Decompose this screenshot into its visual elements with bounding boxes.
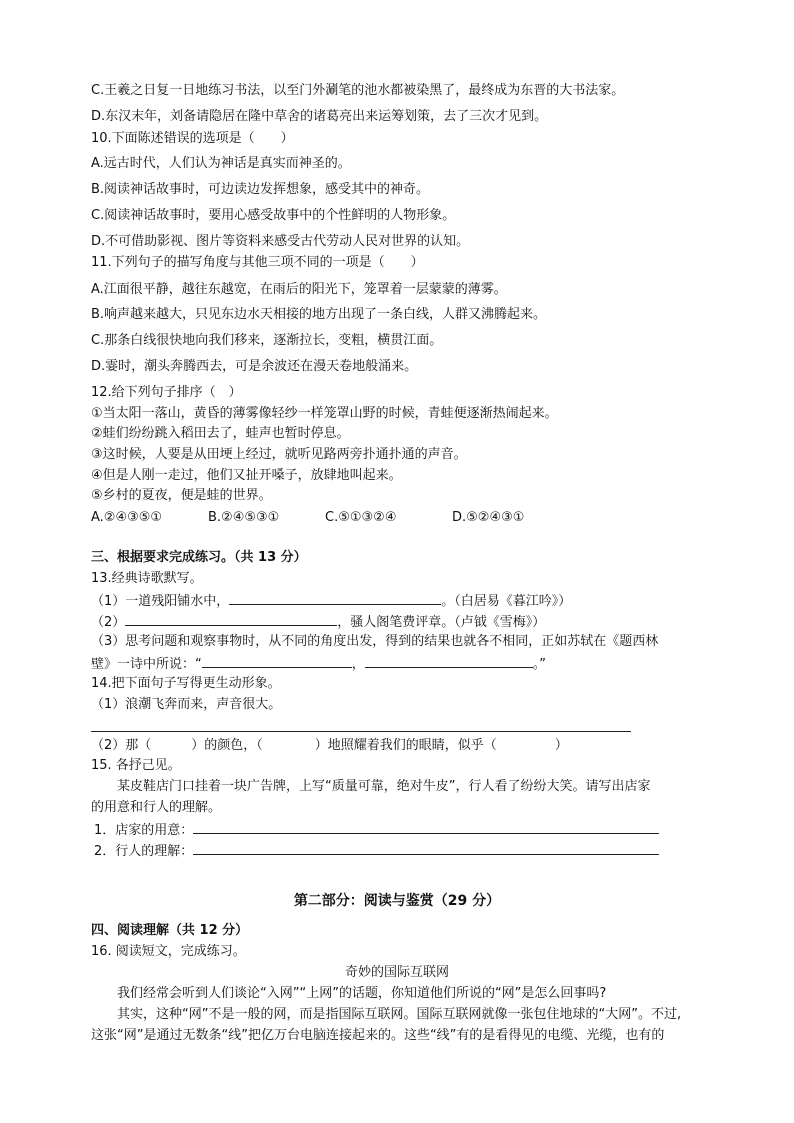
q15-1-answer-blank[interactable] <box>193 821 659 834</box>
q9-option-d: D.东汉末年，刘备请隐居在隆中草舍的诸葛亮出来运筹划策，去了三次才见到。 <box>91 109 548 124</box>
q13-1-answer-blank[interactable] <box>229 592 441 605</box>
q13-item-2: （2） ，骚人阁笔费评章。（卢钺《雪梅》） <box>91 615 546 630</box>
passage-para-2: 其实，这种“网”不是一般的网，而是指国际互联网。国际互联网就像一张包住地球的“大网”。不过, <box>117 1007 682 1022</box>
q12-sentence-5: ⑤乡村的夏夜，便是蛙的世界。 <box>91 488 272 503</box>
q11-stem: 11.下列句子的描写角度与其他三项不同的一项是（ ） <box>91 255 424 270</box>
q12-option-a[interactable]: A.②④③⑤① <box>91 510 163 525</box>
q13-item-3: （3）思考问题和观察事物时，从不同的角度出发，得到的结果也就各不相同，正如苏轼在《题西林 <box>91 634 659 649</box>
q12-sentence-1: ①当太阳一落山，黄昏的薄雾像轻纱一样笼罩山野的时候，青蛙便逐渐热闹起来。 <box>91 406 558 421</box>
passage-para-1: 我们经常会听到人们谈论“入网”“上网”的话题，你知道他们所说的“网”是怎么回事吗? <box>117 986 607 1001</box>
q9-option-c: C.王羲之日复一日地练习书法，以至门外涮笔的池水都被染黑了，最终成为东晋的大书法家。 <box>91 83 625 98</box>
q13-3-answer-blank-1[interactable] <box>202 655 352 668</box>
q15-stem: 15. 各抒己见。 <box>91 758 181 773</box>
q12-sentence-4: ④但是人刚一走过，他们又扯开嗓子，放肆地叫起来。 <box>91 468 402 483</box>
q12-sentence-2: ②蛙们纷纷跳入稻田去了，蛙声也暂时停息。 <box>91 426 350 441</box>
passage-para-2-cont: 这张“网”是通过无数条“线”把亿万台电脑连接起来的。这些“线”有的是看得见的电缆、光缆，也有的 <box>91 1028 665 1043</box>
q10-option-c: C.阅读神话故事时，要用心感受故事中的个性鲜明的人物形象。 <box>91 208 456 223</box>
q13-3-answer-blank-2[interactable] <box>365 655 533 668</box>
q13-stem: 13.经典诗歌默写。 <box>91 571 203 586</box>
q14-1-answer-line[interactable] <box>91 731 631 732</box>
section-4-heading: 四、阅读理解（共 12 分） <box>91 923 249 938</box>
q12-option-d[interactable]: D.⑤②④③① <box>452 510 525 525</box>
q15-2-answer-blank[interactable] <box>193 842 659 855</box>
q13-item-1: （1）一道残阳铺水中， 。（白居易《暮江吟》） <box>91 594 572 609</box>
q15-prompt: 某皮鞋店门口挂着一块广告牌，上写“质量可靠，绝对牛皮”，行人看了纷纷大笑。请写出店家 <box>117 779 651 794</box>
q15-prompt-cont: 的用意和行人的理解。 <box>91 800 222 815</box>
q10-option-d: D.不可借助影视、图片等资料来感受古代劳动人民对世界的认知。 <box>91 234 470 249</box>
section-3-heading: 三、根据要求完成练习。（共 13 分） <box>91 550 307 565</box>
q12-sentence-3: ③这时候，人要是从田埂上经过，就听见路两旁扑通扑通的声音。 <box>91 447 467 462</box>
q12-option-c[interactable]: C.⑤①③②④ <box>325 510 397 525</box>
q12-option-b[interactable]: B.②④⑤③① <box>208 510 280 525</box>
q11-option-b: B.响声越来越大，只见东边水天相接的地方出现了一条白线，人群又沸腾起来。 <box>91 307 547 322</box>
q16-stem: 16. 阅读短文，完成练习。 <box>91 944 246 959</box>
q14-item-2: （2）那（ ）的颜色，（ ）地照耀着我们的眼睛，似乎（ ） <box>91 738 568 753</box>
q15-item-1: 1．店家的用意： <box>94 821 659 839</box>
q12-stem: 12.给下列句子排序（ ） <box>91 385 242 400</box>
q14-item-1: （1）浪潮飞奔而来，声音很大。 <box>91 697 282 712</box>
q14-stem: 14.把下面句子写得更生动形象。 <box>91 676 281 691</box>
q13-item-3-cont: 壁》一诗中所说：“ ， 。” <box>91 657 547 672</box>
passage-title: 奇妙的国际互联网 <box>344 965 449 980</box>
q11-option-c: C.那条白线很快地向我们移来，逐渐拉长，变粗，横贯江面。 <box>91 333 443 348</box>
part-2-title: 第二部分：阅读与鉴赏（29 分） <box>293 893 501 909</box>
q13-2-answer-blank[interactable] <box>125 613 337 626</box>
q10-option-b: B.阅读神话故事时，可边读边发挥想象，感受其中的神奇。 <box>91 182 430 197</box>
q11-option-a: A.江面很平静，越往东越宽，在雨后的阳光下，笼罩着一层蒙蒙的薄雾。 <box>91 282 507 297</box>
q10-option-a: A.远古时代，人们认为神话是真实而神圣的。 <box>91 156 351 171</box>
q11-option-d: D.霎时，潮头奔腾西去，可是余波还在漫天卷地般涌来。 <box>91 359 418 374</box>
q15-item-2: 2．行人的理解： <box>94 842 659 860</box>
q10-stem: 10.下面陈述错误的选项是（ ） <box>91 131 294 146</box>
q12-options <box>91 510 524 526</box>
